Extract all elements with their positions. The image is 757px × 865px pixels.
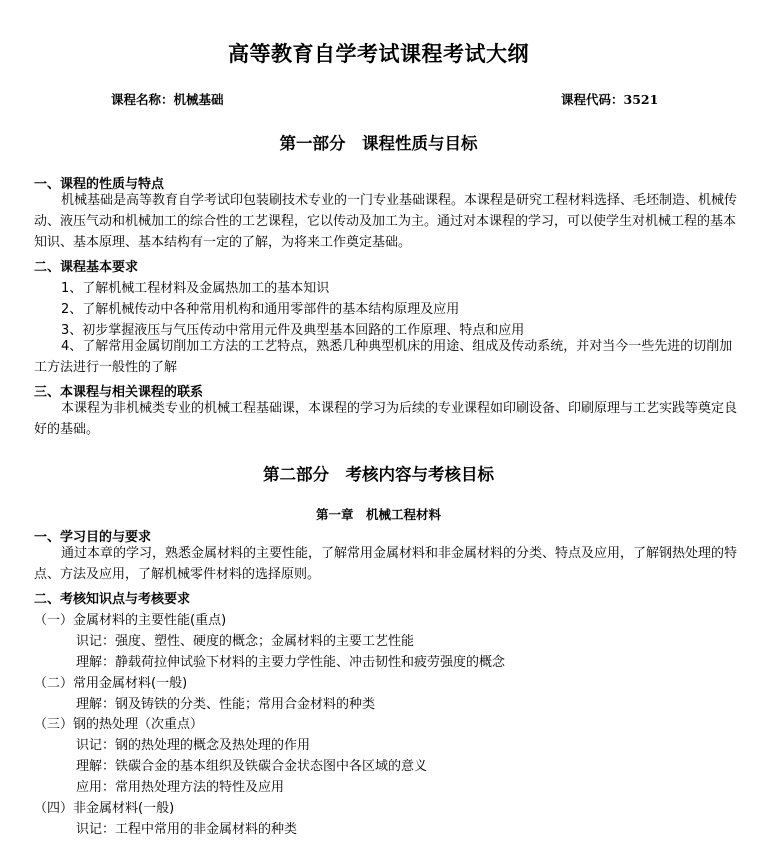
section-text-nature: 机械基础是高等教育自学考试印包装刷技术专业的一门专业基础课程。本课程是研究工程材料选择、毛坯制造、机械传动、液压气动和机械加工的综合性的工艺课程，它以传动及加工为主。通过对本课程的学习，可以使学生对机械工程的基本知识、基本原理、基本结构有一定的了解，为将来工作奠定基础。: [34, 193, 738, 250]
chapter-heading: 第一章 机械工程材料: [315, 507, 441, 522]
requirement-item: 1、了解机械工程材料及金属热加工的基本知识: [61, 281, 330, 296]
section-heading-requirements: 二、课程基本要求: [34, 260, 139, 275]
requirement-line: 识记：强度、塑性、硬度的概念；金属材料的主要工艺性能: [76, 634, 415, 649]
knowledge-point: （一）金属材料的主要性能(重点): [34, 613, 227, 628]
requirement-line: 识记：工程中常用的非金属材料的种类: [76, 822, 298, 837]
requirement-line: 识记：钢的热处理的概念及热处理的作用: [76, 738, 311, 753]
part2-heading: 第二部分 考核内容与考核目标: [263, 465, 494, 484]
requirement-item: 2、了解机械传动中各种常用机构和通用零部件的基本结构原理及应用: [61, 302, 460, 317]
section-text-goals: 通过本章的学习，熟悉金属材料的主要性能，了解常用金属材料和非金属材料的分类、特点及应用，了解钢热处理的特点、方法及应用，了解机械零件材料的选择原则。: [34, 546, 738, 582]
section-heading-points: 二、考核知识点与考核要求: [34, 592, 191, 607]
course-code: 课程代码：3521: [561, 92, 659, 107]
part1-heading: 第一部分 课程性质与目标: [279, 134, 478, 153]
section-heading-relation: 三、本课程与相关课程的联系: [34, 385, 204, 400]
knowledge-point: （二）常用金属材料(一般): [34, 676, 188, 691]
knowledge-point: （三）钢的热处理（次重点）: [34, 717, 204, 732]
knowledge-point: （四）非金属材料(一般): [34, 801, 175, 816]
requirement-item: 4、了解常用金属切削加工方法的工艺特点，熟悉几种典型机床的用途、组成及传动系统，并对当今一些先进的切削加工方法进行一般性的了解: [34, 339, 733, 375]
requirement-line: 应用：常用热处理方法的特性及应用: [76, 780, 285, 795]
section-heading-goals: 一、学习目的与要求: [34, 530, 152, 545]
requirement-line: 理解：静载荷拉伸试验下材料的主要力学性能、冲击韧性和疲劳强度的概念: [76, 655, 506, 670]
section-heading-nature: 一、课程的性质与特点: [34, 177, 165, 192]
section-text-relation: 本课程为非机械类专业的机械工程基础课，本课程的学习为后续的专业课程如印刷设备、印刷原理与工艺实践等奠定良好的基础。: [34, 401, 738, 437]
requirement-line: 理解：钢及铸铁的分类、性能；常用合金材料的种类: [76, 697, 376, 712]
requirement-item: 3、初步掌握液压与气压传动中常用元件及典型基本回路的工作原理、特点和应用: [61, 323, 525, 338]
document-title: 高等教育自学考试课程考试大纲: [228, 41, 529, 66]
requirement-line: 理解：铁碳合金的基本组织及铁碳合金状态图中各区域的意义: [76, 759, 428, 774]
course-name: 课程名称：机械基础: [111, 92, 224, 107]
